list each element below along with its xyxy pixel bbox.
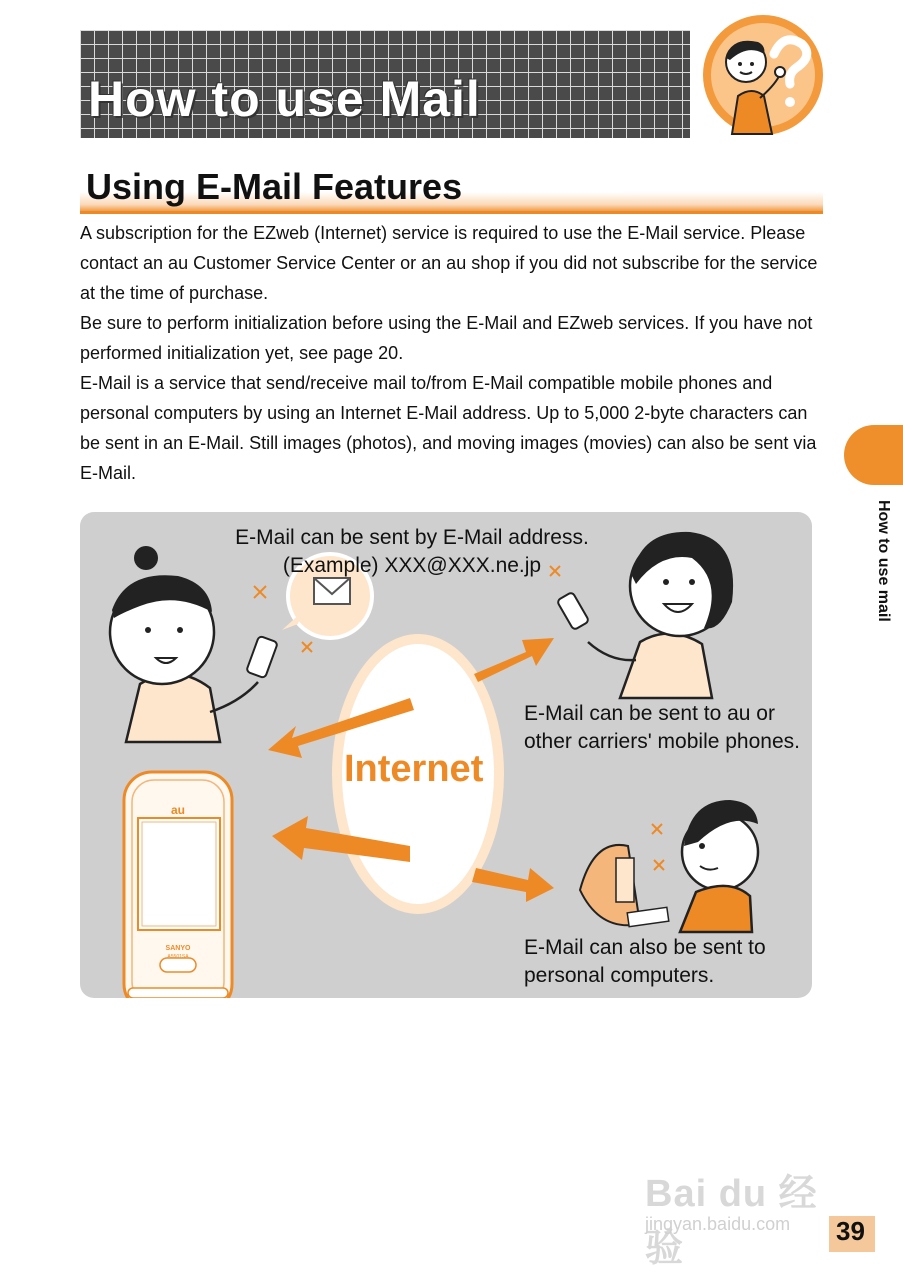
phone-maker-label: SANYO <box>165 945 191 952</box>
paragraph-subscription: A subscription for the EZweb (Internet) service is required to use the E-Mail service. Please contact an au Customer Service Center or an au shop if you did not subscribe for the service at the time of purchase. <box>80 223 818 303</box>
caption-mobile: E-Mail can be sent to au or other carriers' mobile phones. <box>524 702 800 753</box>
caption-address-example: (Example) XXX@XXX.ne.jp <box>282 554 542 577</box>
caption-pc: E-Mail can also be sent to personal computers. <box>524 936 766 987</box>
section-heading: Using E-Mail Features <box>86 166 463 207</box>
side-tab <box>844 425 903 485</box>
phone-model-label: A5501SA <box>167 954 189 960</box>
page-number: 39 <box>836 1216 865 1246</box>
paragraph-email-service: E-Mail is a service that send/receive mail to/from E-Mail compatible mobile phones and personal computers by using an Internet E-Mail address. Up to 5,000 2-byte characters can be sent in an E-Mail. Still images (photos), and moving images (movies) can also be sent via E-Mail. <box>80 373 817 483</box>
internet-label: Internet <box>344 748 484 790</box>
caption-address-line1: E-Mail can be sent by E-Mail address. <box>235 526 589 549</box>
paragraph-initialization: Be sure to perform initialization before using the E-Mail and EZweb services. If you have not performed initialization yet, see page 20. <box>80 313 813 363</box>
page-title: How to use Mail <box>88 71 481 127</box>
side-tab-label: How to use mail <box>875 500 892 622</box>
watermark-logo: Bai du 经验 <box>645 1173 818 1270</box>
body-text <box>80 218 820 488</box>
mascot-illustration <box>702 14 824 136</box>
watermark-url: jingyan.baidu.com <box>645 1214 791 1234</box>
heading-rule <box>80 211 823 214</box>
phone-brand-label: au <box>170 803 186 817</box>
caption-address <box>202 524 622 580</box>
